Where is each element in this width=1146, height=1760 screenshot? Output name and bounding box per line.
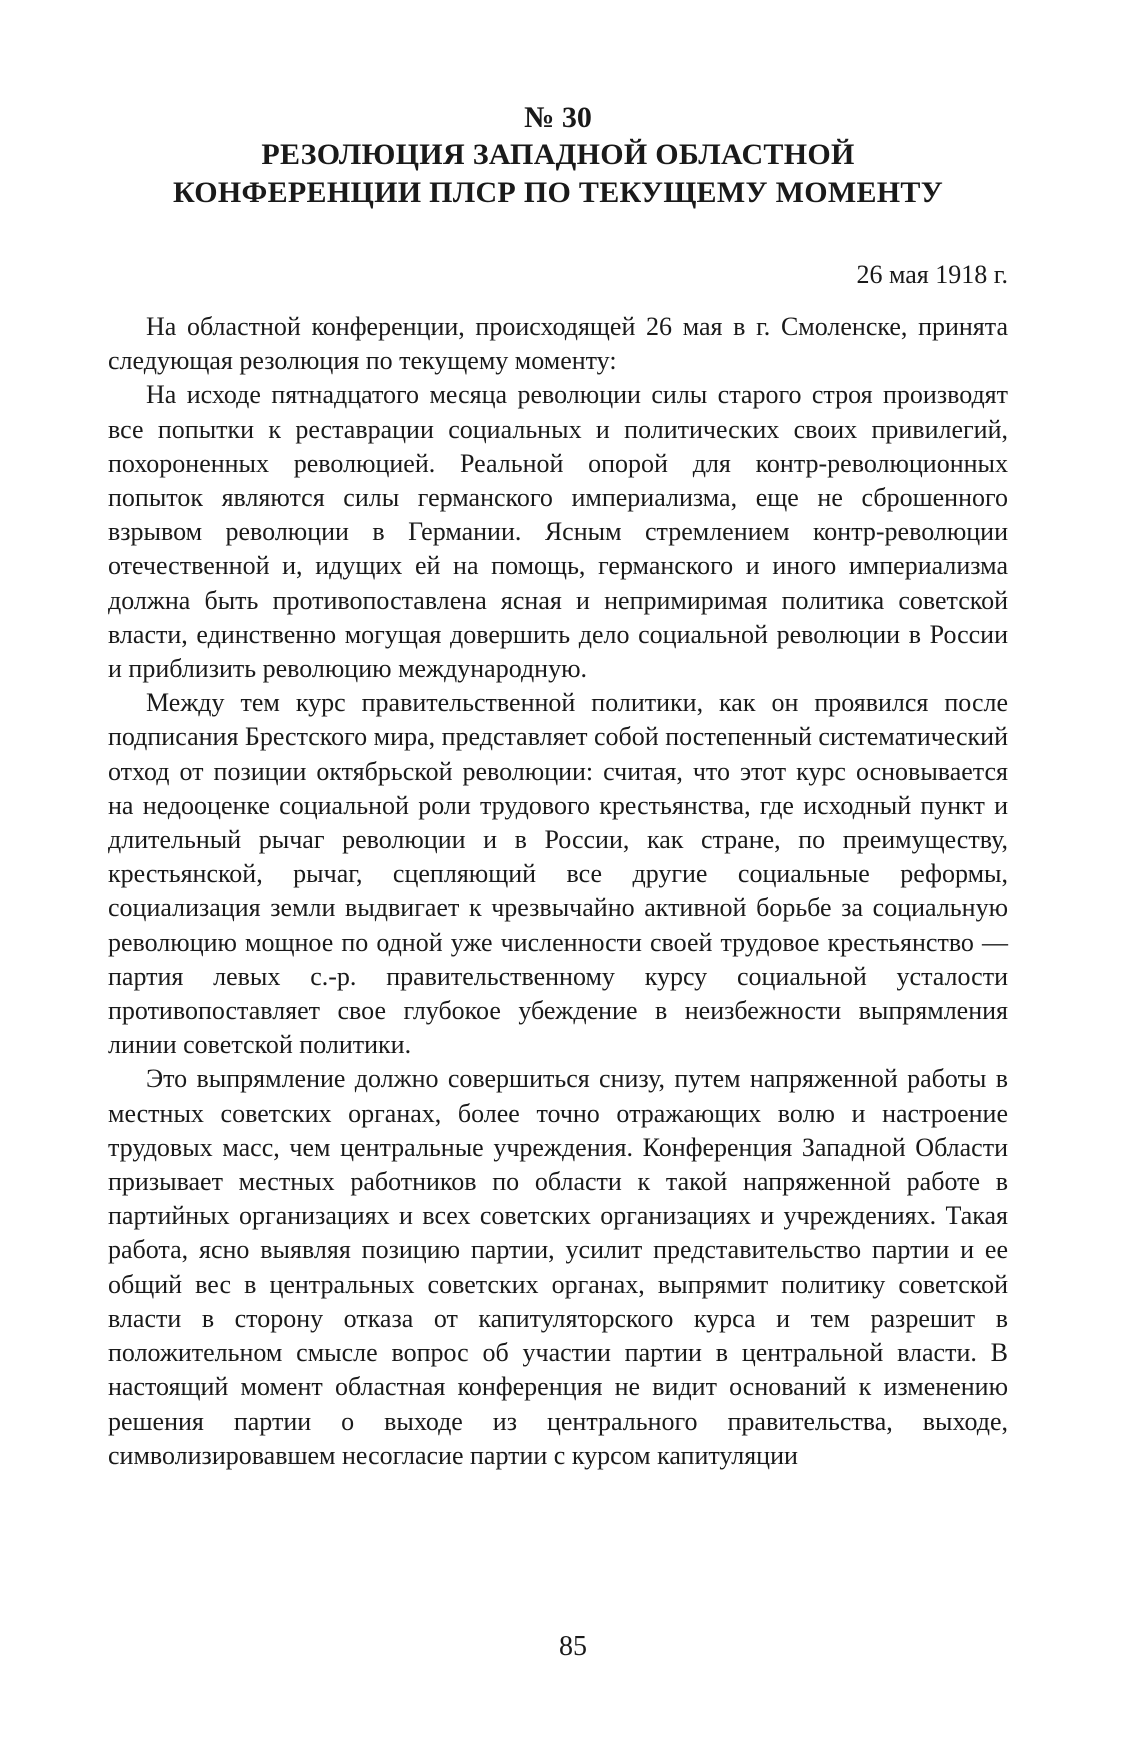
document-page (108, 100, 1008, 1473)
body-paragraph: Между тем курс правительственной политики, как он проявился после подписания Брестского мира, представляет собой постепенный систематический отход от позиции октябрьской революции: считая, что этот курс основывается на недооценке социальной роли трудового крестьянства, где исходный пункт и длительный рычаг революции и в России, как стране, по преимуществу, крестьянской, рычаг, сцепляющий все другие социальные реформы, социализация земли выдвигает к чрезвычайно активной борьбе за социальную революцию мощное по одной уже численности своей трудовое крестьянство — партия левых с.-р. правительственному курсу социальной усталости противопоставляет свое глубокое убеждение в неизбежности выпрямления линии советской политики. (108, 688, 1008, 1060)
document-title-line: РЕЗОЛЮЦИЯ ЗАПАДНОЙ ОБЛАСТНОЙ (261, 138, 855, 171)
document-number: № 30 (524, 101, 592, 134)
document-title-line: КОНФЕРЕНЦИИ ПЛСР ПО ТЕКУЩЕМУ МОМЕНТУ (172, 176, 944, 209)
body-paragraph: Это выпрямление должно совершиться снизу, путем напряженной работы в местных советских органах, более точно отражающих волю и настроение трудовых масс, чем центральные учреждения. Конференция Западной Области призывает местных работников по области к такой напряженной работе в партийных организациях и всех советских организациях и учреждениях. Такая работа, ясно выявляя позицию партии, усилит представительство партии и ее общий вес в центральных советских органах, выпрямит политику советской власти в сторону отказа от капитуляторского курса и тем разрешит в положительном смысле вопрос об участии партии в центральной власти. В настоящий момент областная конференция не видит оснований к изменению решения партии о выходе из центрального правительства, выходе, символизировавшем несогласие партии с курсом капитуляции (108, 1064, 1008, 1470)
page-number: 85 (559, 1631, 587, 1662)
body-paragraph: На исходе пятнадцатого месяца революции силы старого строя производят все попытки к реставрации социальных и политических своих привилегий, похороненных революцией. Реальной опорой для контр-революционных попыток являются силы германского империализма, еще не сброшенного взрывом революции в Германии. Ясным стремлением контр-революции отечественной и, идущих ей на помощь, германского и иного империализма должна быть противопоставлена ясная и непримиримая политика советской власти, единственно могущая довершить дело социальной революции в России и приблизить революцию международную. (108, 380, 1008, 684)
document-date: 26 мая 1918 г. (856, 260, 1008, 289)
body-paragraph: На областной конференции, происходящей 26 мая в г. Смоленске, принята следующая резолюция по текущему моменту: (108, 312, 1008, 376)
document-title (108, 136, 1008, 212)
document-body (108, 310, 1008, 1473)
